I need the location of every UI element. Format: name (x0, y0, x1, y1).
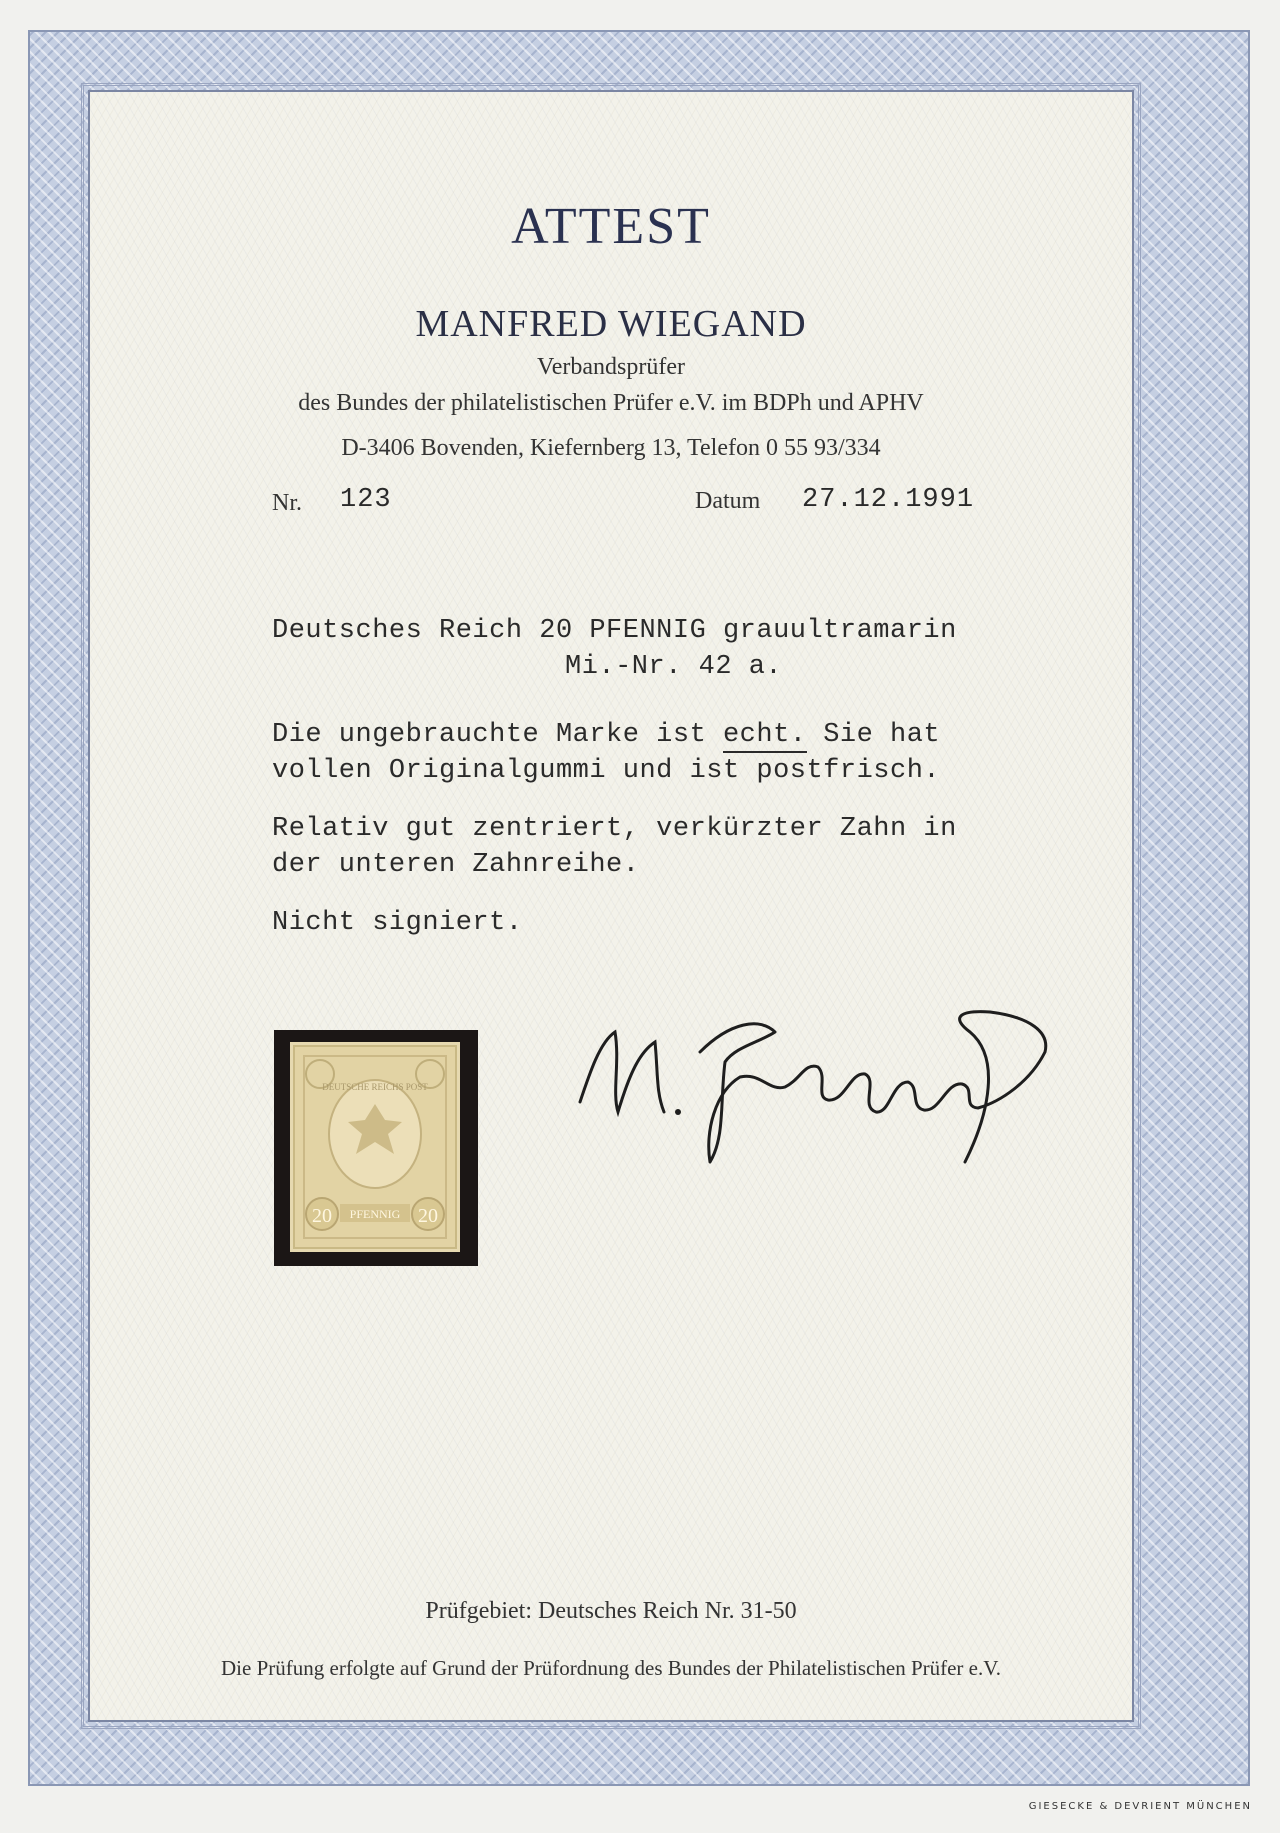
issuer-name: MANFRED WIEGAND (415, 303, 807, 345)
issuer-role: Verbandsprüfer (537, 354, 685, 380)
stamp-value-left: 20 (312, 1205, 332, 1227)
certificate-title: ATTEST (511, 198, 711, 255)
stamp-value-center: PFENNIG (349, 1207, 401, 1221)
condition-line-2: der unteren Zahnreihe. (272, 850, 640, 880)
verdict-line-2: vollen Originalgummi und ist postfrisch. (272, 756, 941, 786)
verdict-text-before: Die ungebrauchte Marke ist (272, 720, 707, 750)
stamp-inscription: DEUTSCHE REICHS POST (322, 1082, 428, 1092)
stamp-photo (274, 1030, 478, 1266)
test-scope: Prüfgebiet: Deutsches Reich Nr. 31-50 (425, 1598, 797, 1624)
certificate-panel (88, 90, 1134, 1722)
verdict-line-1 (272, 720, 940, 750)
date-value: 27.12.1991 (802, 485, 975, 515)
signature-surname-stroke (700, 1012, 1046, 1162)
issuer-association: des Bundes der philatelistischen Prüfer e.V. im BDPh und APHV (298, 390, 924, 416)
test-basis: Die Prüfung erfolgte auf Grund der Prüfordnung des Bundes der Philatelistischen Prüfer e.V. (221, 1656, 1001, 1680)
handwritten-signature (560, 962, 1060, 1212)
verdict-text-after: Sie hat (823, 720, 941, 750)
printer-imprint: GIESECKE & DEVRIENT MÜNCHEN (1028, 1801, 1252, 1812)
number-value: 123 (340, 485, 392, 515)
catalog-line: Mi.-Nr. 42 a. (565, 652, 783, 682)
item-line: Deutsches Reich 20 PFENNIG grauultramarin (272, 616, 957, 646)
stamp-image (290, 1042, 460, 1252)
signature-dot (675, 1109, 681, 1115)
stamp-artwork (290, 1042, 460, 1252)
verdict-genuine: echt. (723, 720, 807, 753)
signed-note: Nicht signiert. (272, 908, 523, 938)
number-label: Nr. (272, 490, 302, 516)
stamp-value-right: 20 (418, 1205, 438, 1227)
signature-initial-stroke (580, 1032, 664, 1112)
condition-line-1: Relativ gut zentriert, verkürzter Zahn in (272, 814, 957, 844)
date-label: Datum (695, 488, 761, 514)
issuer-address: D-3406 Bovenden, Kiefernberg 13, Telefon 0 55 93/334 (341, 435, 881, 461)
